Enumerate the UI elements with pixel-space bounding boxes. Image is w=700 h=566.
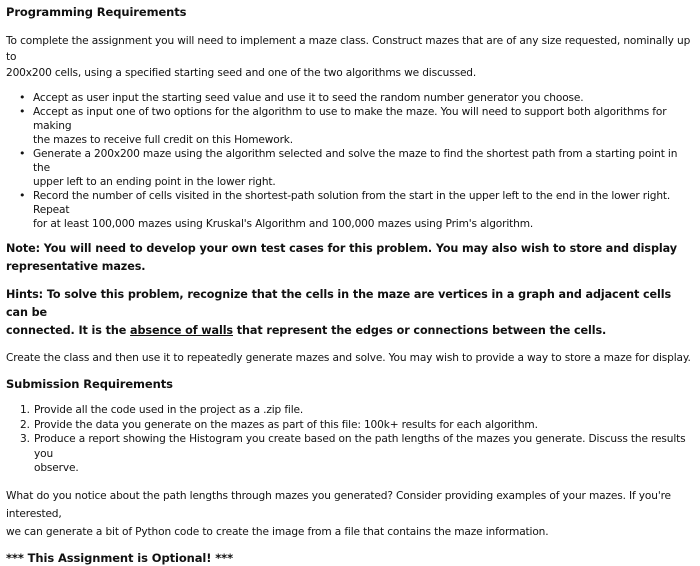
list-item	[19, 91, 694, 105]
closing-line-2: we can generate a bit of Python code to create the image from a file that contains the maze information.	[6, 525, 549, 538]
bullet-icon: •	[19, 189, 26, 202]
bullet-line: for at least 100,000 mazes using Kruskal's Algorithm and 100,000 mazes using Prim's algorithm.	[33, 218, 534, 230]
intro-paragraph	[6, 33, 694, 81]
item-number: 3.	[20, 433, 30, 445]
requirements-bullet-list	[6, 91, 694, 231]
bullet-icon: •	[19, 91, 26, 104]
absence-of-walls-emphasis: absence of walls	[130, 324, 233, 337]
list-item	[20, 403, 694, 418]
note-line-2: representative mazes.	[6, 260, 146, 273]
list-item	[19, 189, 694, 231]
optional-assignment-note: *** This Assignment is Optional! ***	[6, 550, 234, 565]
list-item	[20, 418, 694, 433]
closing-line-1: What do you notice about the path lengths through mazes you generated? Consider providing examples of your mazes. If you're interested,	[6, 489, 671, 520]
note-line-1: Note: You will need to develop your own test cases for this problem. You may also wish to store and display	[6, 242, 677, 255]
list-item	[20, 432, 694, 476]
intro-line-2: 200x200 cells, using a specified starting seed and one of the two algorithms we discussed.	[6, 67, 477, 79]
intro-line-1: To complete the assignment you will need to implement a maze class. Construct mazes that are of any size requested, nominally up to	[6, 35, 691, 63]
programming-requirements-heading: Programming Requirements	[6, 5, 187, 19]
hints-line-1: Hints: To solve this problem, recognize that the cells in the maze are vertices in a graph and adjacent cells can be	[6, 288, 672, 319]
bullet-icon: •	[19, 105, 26, 118]
hints-line-2	[6, 322, 694, 340]
item-line: observe.	[34, 462, 79, 474]
item-number: 2.	[20, 418, 30, 431]
bullet-line: Accept as input one of two options for the algorithm to use to make the maze. You will need to support both algorithms for making	[33, 106, 667, 132]
item-line: Provide the data you generate on the mazes as part of this file: 100k+ results for each algorithm.	[34, 418, 538, 431]
bullet-line: the mazes to receive full credit on this Homework.	[33, 134, 294, 146]
note-paragraph	[6, 240, 694, 276]
bullet-line: Record the number of cells visited in the shortest-path solution from the start in the upper left to the end in the lower right. Repeat	[33, 190, 671, 216]
hints-paragraph	[6, 286, 694, 340]
hints-line-2-post: that represent the edges or connections between the cells.	[233, 324, 607, 337]
list-item	[19, 147, 694, 189]
bullet-line: Generate a 200x200 maze using the algorithm selected and solve the maze to find the shortest path from a starting point in the	[33, 148, 678, 174]
list-item	[19, 105, 694, 147]
bullet-line: Accept as user input the starting seed value and use it to seed the random number generator you choose.	[33, 92, 584, 104]
submission-requirements-heading: Submission Requirements	[6, 377, 173, 391]
bullet-icon: •	[19, 147, 26, 160]
item-line: Provide all the code used in the project as a .zip file.	[34, 404, 304, 416]
create-class-paragraph: Create the class and then use it to repeatedly generate mazes and solve. You may wish to provide a way to store a maze for display.	[6, 352, 691, 364]
item-number: 1.	[20, 404, 30, 416]
hints-line-2-pre: connected. It is the	[6, 324, 131, 337]
item-line: Produce a report showing the Histogram you create based on the path lengths of the mazes you generate. Discuss the results you	[34, 433, 686, 460]
bullet-line: upper left to an ending point in the lower right.	[33, 176, 276, 188]
submission-numbered-list	[6, 403, 694, 476]
